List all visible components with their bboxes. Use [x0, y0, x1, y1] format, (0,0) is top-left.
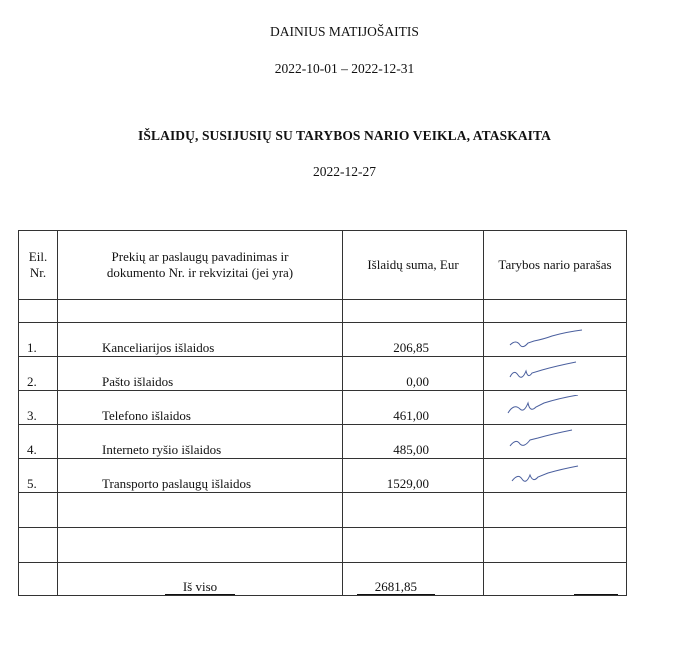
column-header-description-line2: dokumento Nr. ir rekvizitai (jei yra): [106, 265, 294, 280]
row-signature-cell: [484, 323, 627, 357]
table-empty-row: [19, 528, 627, 563]
row-description: Interneto ryšio išlaidos: [58, 425, 343, 459]
total-signature-cell: [484, 563, 627, 596]
signature-scribble: [506, 429, 596, 455]
total-amount: [343, 563, 484, 596]
row-amount: 206,85: [343, 323, 484, 357]
row-amount: 485,00: [343, 425, 484, 459]
signature-scribble: [506, 463, 596, 489]
table-row: [19, 391, 627, 425]
row-number: 4.: [19, 425, 58, 459]
table-row: [19, 459, 627, 493]
table-row: [19, 357, 627, 391]
row-signature-cell: [484, 391, 627, 425]
row-signature-cell: [484, 357, 627, 391]
column-header-description: [58, 231, 343, 300]
row-description: Telefono išlaidos: [58, 391, 343, 425]
expense-table: [18, 230, 627, 596]
row-number: 3.: [19, 391, 58, 425]
table-row: [19, 425, 627, 459]
row-number: 5.: [19, 459, 58, 493]
row-amount: 461,00: [343, 391, 484, 425]
table-spacer-row: [19, 300, 627, 323]
row-description: Pašto išlaidos: [58, 357, 343, 391]
table-empty-row: [19, 493, 627, 528]
table-header-row: [19, 231, 627, 300]
report-period: 2022-10-01 – 2022-12-31: [274, 61, 415, 76]
row-amount: 0,00: [343, 357, 484, 391]
person-name: DAINIUS MATIJOŠAITIS: [270, 24, 419, 39]
column-header-amount: Išlaidų suma, Eur: [343, 231, 484, 300]
row-number: 2.: [19, 357, 58, 391]
column-header-no: [19, 231, 58, 300]
column-header-no-line1: Eil.: [28, 248, 48, 264]
row-amount: 1529,00: [343, 459, 484, 493]
table-row: [19, 323, 627, 357]
row-number: 1.: [19, 323, 58, 357]
row-description: Transporto paslaugų išlaidos: [58, 459, 343, 493]
row-description: Kanceliarijos išlaidos: [58, 323, 343, 357]
report-date: 2022-12-27: [313, 164, 376, 179]
signature-scribble: [506, 327, 596, 353]
report-title: IŠLAIDŲ, SUSIJUSIŲ SU TARYBOS NARIO VEIKLA, ATASKAITA: [138, 128, 551, 143]
column-header-description-line1: Prekių ar paslaugų pavadinimas ir: [111, 248, 289, 264]
total-amount-text: 2681,85: [357, 579, 435, 595]
column-header-signature: Tarybos nario parašas: [484, 231, 627, 300]
column-header-no-line2: Nr.: [29, 265, 47, 280]
row-signature-cell: [484, 459, 627, 493]
total-label-text: Iš viso: [165, 579, 235, 595]
signature-scribble: [506, 395, 596, 421]
total-label: [58, 563, 343, 596]
signature-scribble: [506, 361, 596, 387]
row-signature-cell: [484, 425, 627, 459]
signature-line: [574, 593, 618, 595]
table-total-row: [19, 563, 627, 596]
